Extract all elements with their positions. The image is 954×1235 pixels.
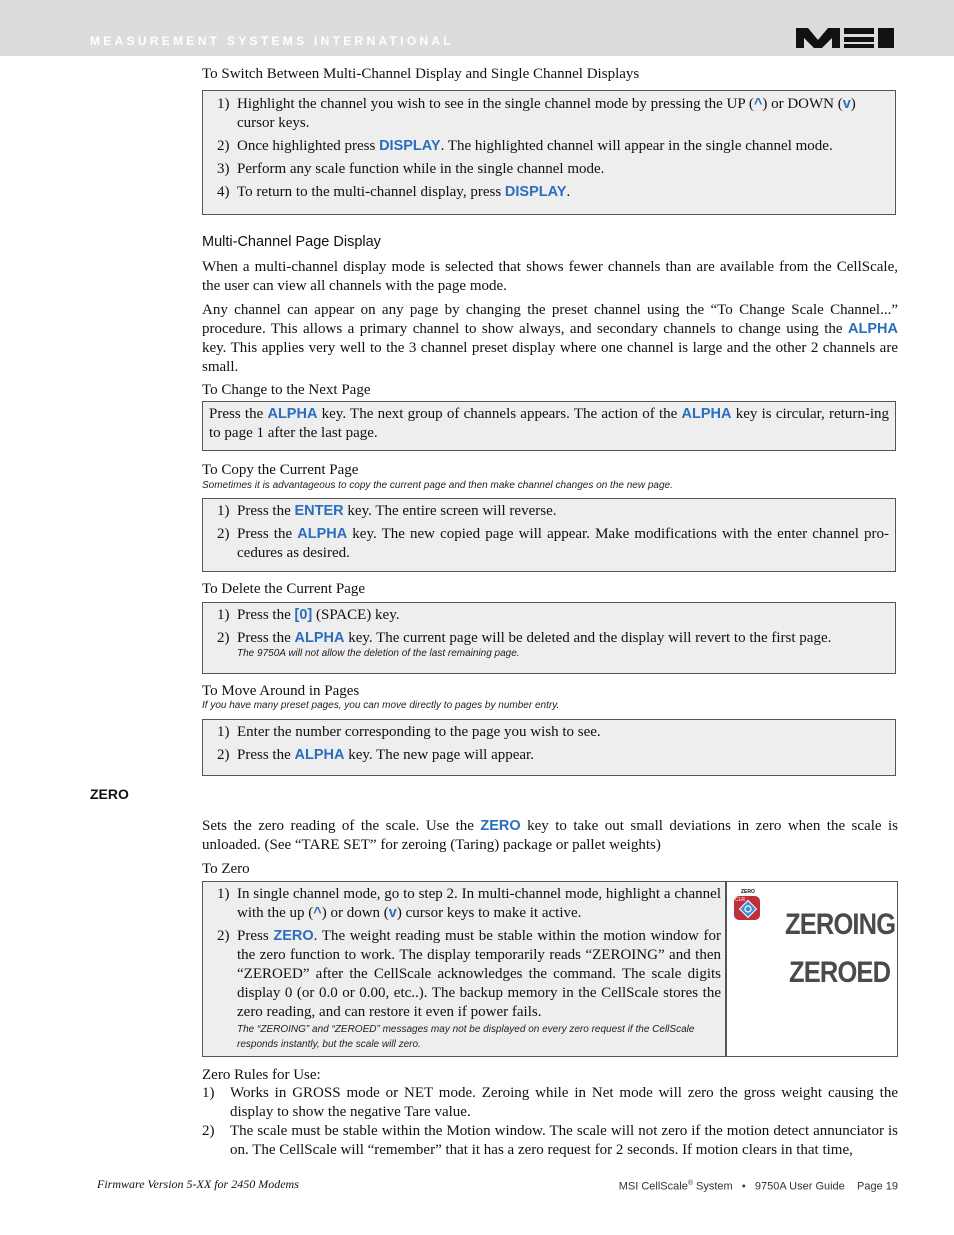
zero-para: Sets the zero reading of the scale. Use the ZERO key to take out small deviations in zero when the scale is unloaded. (See “TARE SET” for zeroing (Taring) package or pallet weights): [202, 818, 898, 853]
list-item: 1) Press the ENTER key. The entire screen will reverse.: [217, 503, 557, 519]
alpha-key: ALPHA: [294, 630, 345, 646]
copy-page-box: [202, 498, 896, 572]
alpha-key: ALPHA: [848, 321, 898, 337]
next-page-box: [202, 401, 896, 451]
list-item: 2) Press the ALPHA key. The new page will appear.: [217, 747, 534, 763]
list-item: 1) In single channel mode, go to step 2. In multi-channel mode, highlight a channel with the up (^) or down (v) cursor keys to make it active.: [217, 886, 721, 921]
multi-page-para2: Any channel can appear on any page by changing the preset channel using the “To Change Scale Channel...” procedure. This allows a primary channel to show always, and secondary channels to change using the ALPHA key. This applies very well to the 3 channel preset display where one channel is large and the other 2 channels are small.: [202, 302, 898, 375]
zero-rules-title: Zero Rules for Use:: [202, 1067, 321, 1083]
down-key: v: [842, 96, 851, 112]
list-item: 1) Works in GROSS mode or NET mode. Zeroing while in Net mode will zero the gross weight causing the display to show the negative Tare value.: [202, 1085, 898, 1120]
list-item: 2) Press the ALPHA key. The current page will be deleted and the display will revert to the first page.: [217, 630, 832, 646]
copy-page-title: To Copy the Current Page: [202, 462, 359, 478]
footer-page-info: MSI CellScale® System • 9750A User Guide Page 19: [618, 1180, 898, 1193]
alpha-key: ALPHA: [681, 406, 732, 422]
list-item: 1) Enter the number corresponding to the page you wish to see.: [217, 724, 601, 740]
zero-heading: ZERO: [90, 786, 129, 802]
clr-label: CLR: [735, 897, 746, 903]
next-page-text: Press the ALPHA key. The next group of channels appears. The action of the ALPHA key is circular, return-ing to page 1 after the last page.: [209, 406, 890, 441]
alpha-key: ALPHA: [294, 747, 345, 763]
zero-diamond-icon: [738, 899, 758, 919]
zero-key-button: [734, 896, 760, 920]
zero-key: ZERO: [480, 818, 521, 834]
list-item: 2) Press the ALPHA key. The new copied page will appear. Make modifications with the enter channel pro-cedures as desired.: [217, 526, 889, 561]
alpha-key: ALPHA: [267, 406, 318, 422]
enter-key: ENTER: [294, 503, 344, 519]
list-item: 3) Perform any scale function while in the single channel mode.: [217, 161, 605, 177]
display-zeroed: ZEROED: [789, 956, 891, 989]
next-page-title: To Change to the Next Page: [202, 382, 371, 398]
move-pages-title: To Move Around in Pages: [202, 683, 360, 699]
list-item: 2) Once highlighted press DISPLAY. The highlighted channel will appear in the single channel mode.: [217, 138, 833, 154]
delete-page-note: The 9750A will not allow the deletion of the last remaining page.: [237, 648, 520, 659]
to-zero-note: The “ZEROING” and “ZEROED” messages may not be displayed on every zero request if the CellScale responds instantly, but the scale will zero.: [237, 1024, 695, 1050]
zero-key-label: ZERO: [741, 889, 755, 895]
up-key: ^: [313, 905, 322, 921]
delete-page-title: To Delete the Current Page: [202, 581, 366, 597]
multi-page-para1: When a multi-channel display mode is selected that shows fewer channels than are available from the CellScale, the user can view all channels with the page mode.: [202, 259, 898, 294]
display-zeroing: ZEROING: [785, 908, 896, 941]
list-item: 4) To return to the multi-channel display, press DISPLAY.: [217, 184, 571, 200]
switch-steps-box: [202, 90, 896, 215]
list-item: 2) The scale must be stable within the Motion window. The scale will not zero if the motion detect annunciator is on. The CellScale will “remember” that it has a zero request for 2 seconds. If motion clears in that time,: [202, 1123, 898, 1158]
move-pages-note: If you have many preset pages, you can move directly to pages by number entry.: [202, 700, 560, 711]
space-key: [0]: [294, 607, 313, 623]
up-key: ^: [753, 96, 763, 112]
delete-page-box: [202, 602, 896, 674]
display-key: DISPLAY: [504, 184, 567, 200]
header-banner: [0, 0, 954, 56]
switch-title: To Switch Between Multi-Channel Display and Single Channel Displays: [202, 66, 640, 82]
list-item: 1) Highlight the channel you wish to see in the single channel mode by pressing the UP (^) or DOWN (v) cursor keys.: [217, 96, 856, 131]
multi-page-heading: Multi-Channel Page Display: [202, 234, 381, 250]
display-key: DISPLAY: [379, 138, 441, 154]
banner-title: MEASUREMENT SYSTEMS INTERNATIONAL: [90, 34, 455, 48]
list-item: 2) Press ZERO. The weight reading must be stable within the motion window for the zero function to work. The display temporarily reads “ZEROING” and then “ZEROED” after the CellScale acknowledges the command. The scale digits display 0 (or 0.0 or 0.00, etc..). The backup memory in the CellScale stores the zero reading, and can restore it even if power fails.: [217, 928, 722, 1020]
to-zero-box: [202, 881, 726, 1057]
list-item: 1) Press the [0] (SPACE) key.: [217, 607, 400, 623]
copy-page-note: Sometimes it is advantageous to copy the current page and then make channel changes on the new page.: [202, 480, 673, 491]
zero-key: ZERO: [273, 928, 314, 944]
down-key: v: [388, 905, 397, 921]
footer-firmware: Firmware Version 5-XX for 2450 Modems: [97, 1177, 299, 1191]
msi-logo: [794, 20, 896, 50]
to-zero-title: To Zero: [202, 861, 250, 877]
move-pages-box: [202, 719, 896, 776]
zero-display-panel: [726, 881, 898, 1057]
zero-rules-list: [202, 1084, 898, 1160]
alpha-key: ALPHA: [297, 526, 348, 542]
